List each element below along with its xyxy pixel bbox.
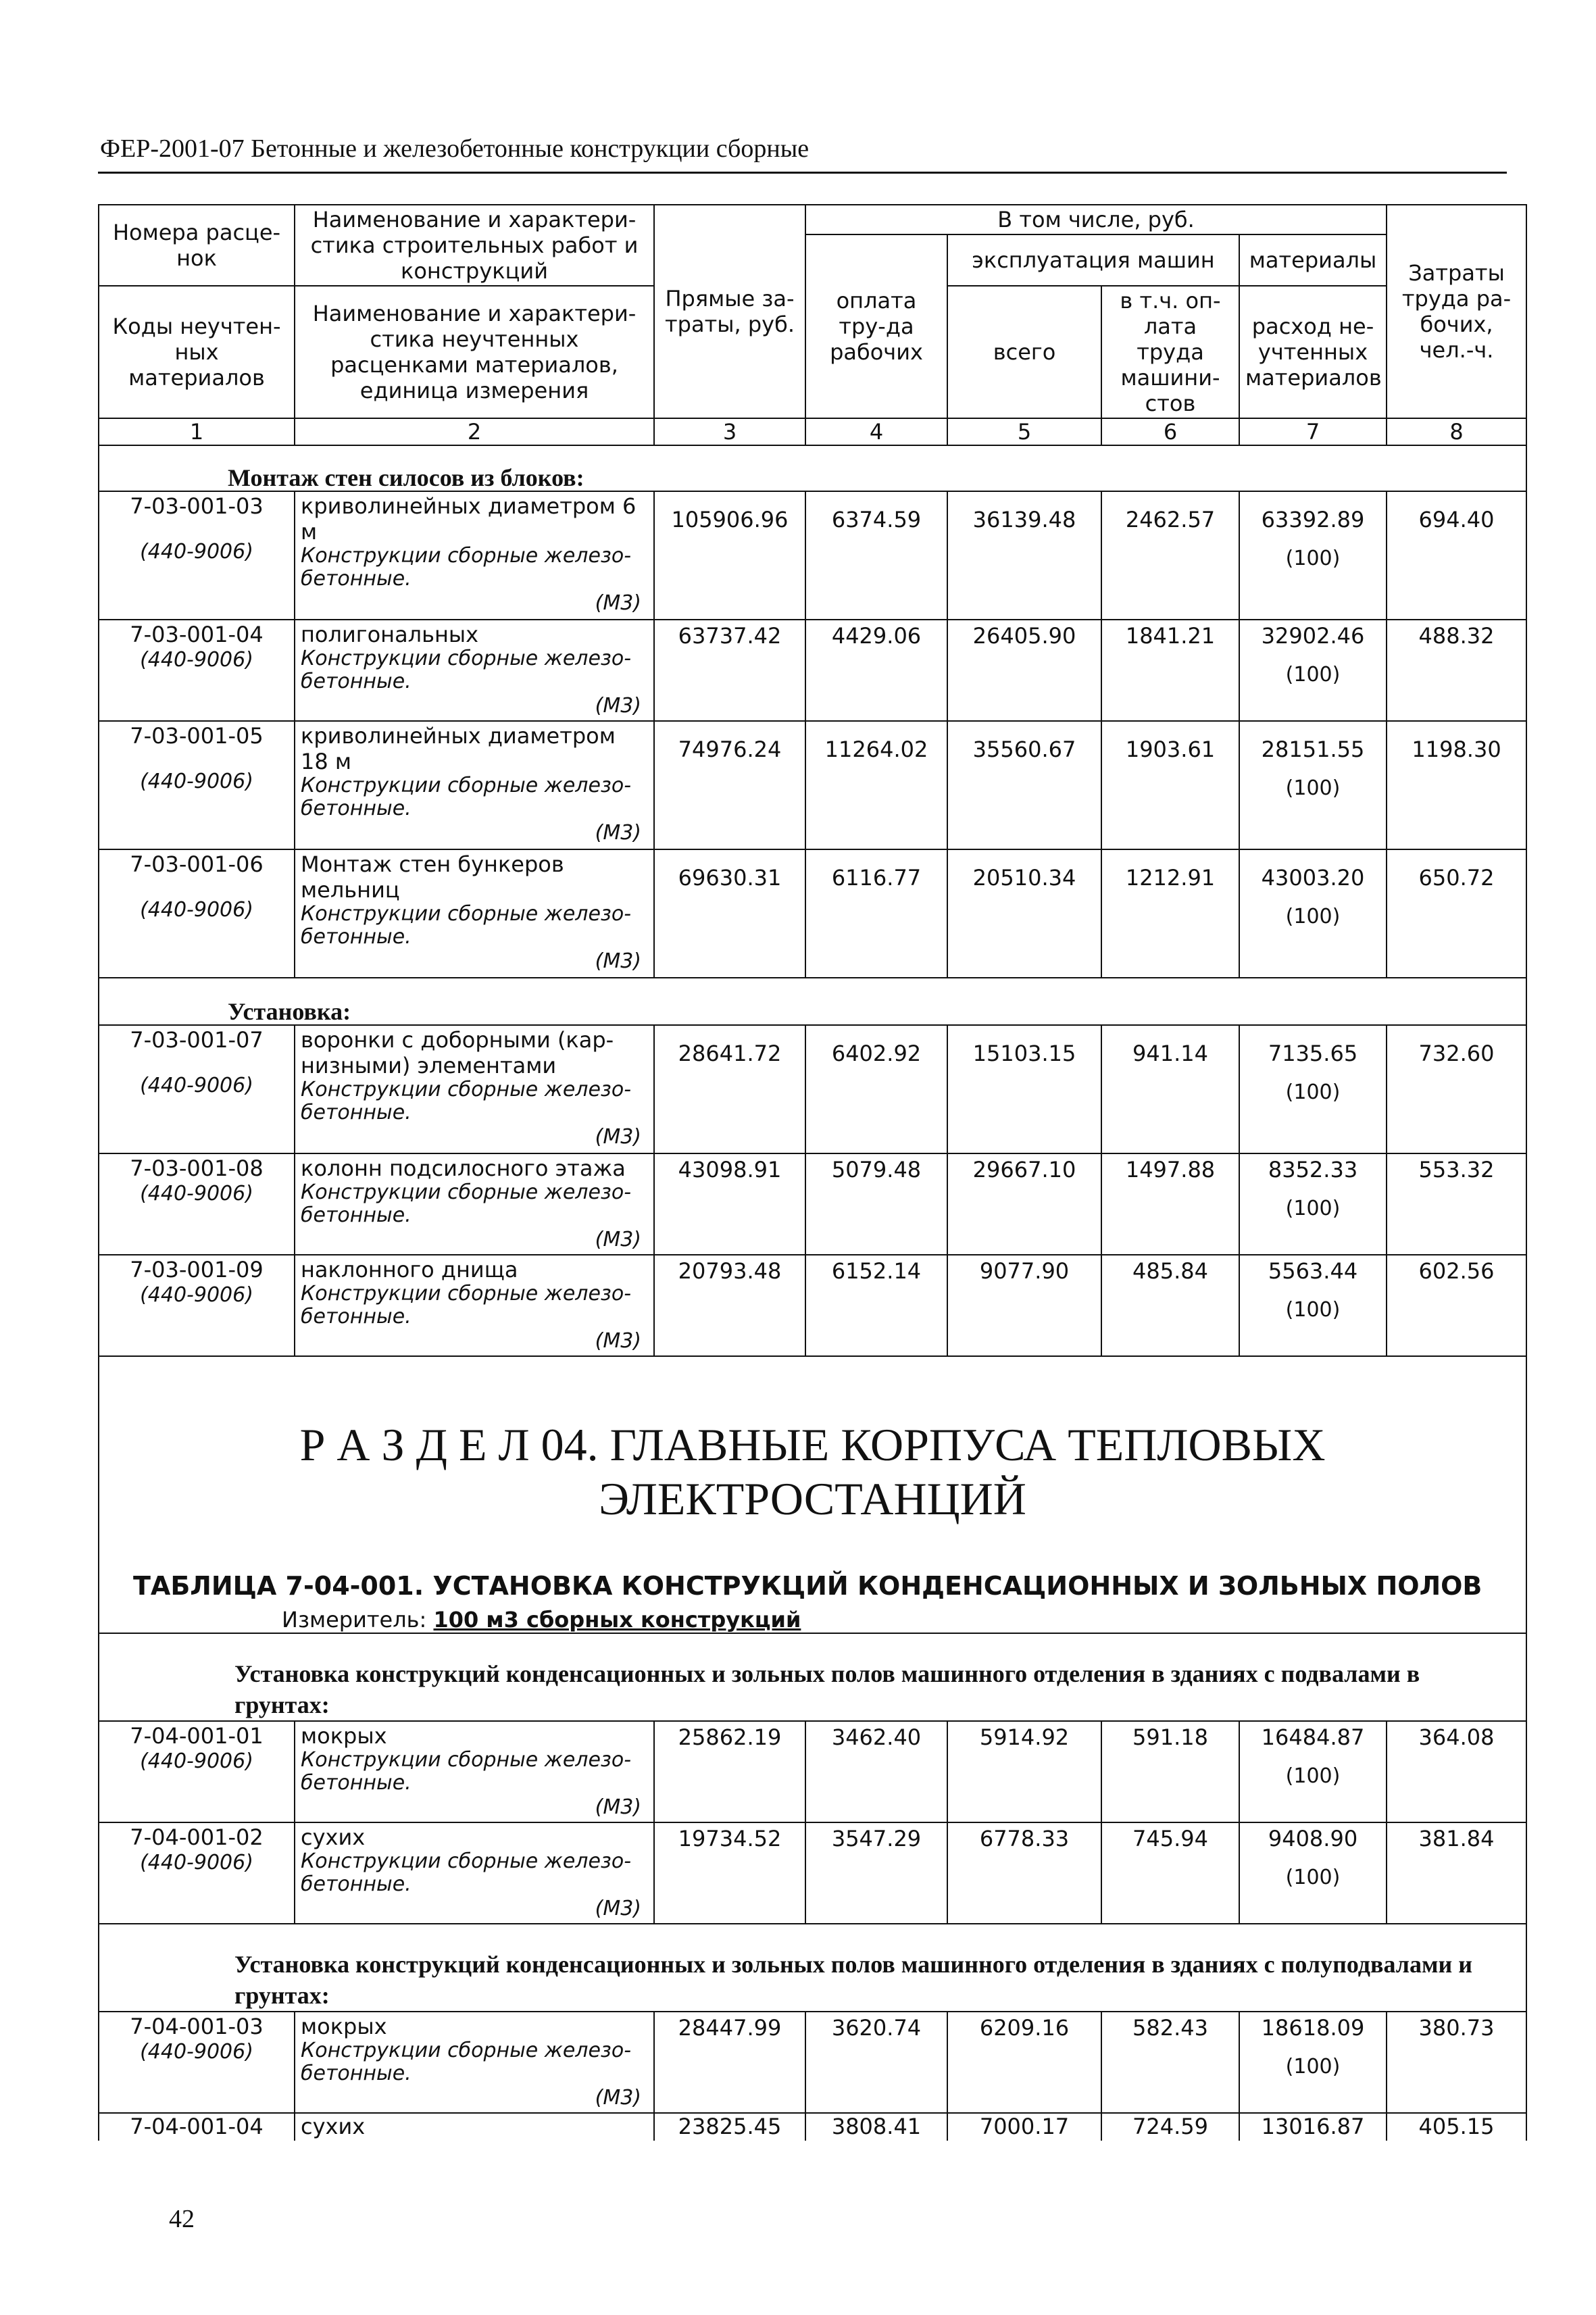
- unit: (М3): [595, 1795, 641, 1819]
- materials-pct: (100): [1285, 1866, 1341, 1889]
- machines-total: 29667.10: [947, 1153, 1101, 1255]
- labor-hours: 488.32: [1387, 620, 1526, 721]
- col-number: 4: [805, 418, 947, 445]
- material-name: Конструкции сборные железо-бетонные.: [301, 1849, 632, 1896]
- page-header: ФЕР-2001-07 Бетонные и железобетонные конструкции сборные: [100, 134, 809, 163]
- work-name: сухих: [295, 2113, 654, 2141]
- measure-line: [282, 1607, 1512, 1633]
- materials-cost: 13016.87: [1239, 2113, 1387, 2141]
- rate-code: 7-03-001-07: [130, 1027, 264, 1053]
- work-name: криволинейных диаметром 6 м: [301, 493, 637, 545]
- materials-pct: (100): [1285, 776, 1341, 800]
- direct-costs: 19734.52: [654, 1822, 805, 1924]
- materials-cost: 7135.65: [1268, 1041, 1358, 1066]
- unit: (М3): [595, 1228, 641, 1251]
- materials-cost: 28151.55: [1261, 737, 1365, 762]
- table-row: [99, 1721, 1526, 1822]
- labor-hours: 380.73: [1387, 2012, 1526, 2113]
- table-row: [99, 1153, 1526, 1255]
- materials-pct: (100): [1285, 1298, 1341, 1322]
- materials-cost: 32902.46: [1261, 623, 1365, 649]
- unit: (М3): [595, 821, 641, 845]
- rate-code: 7-04-001-04: [99, 2113, 295, 2141]
- table-row: [99, 2012, 1526, 2113]
- material-code: (440-9006): [140, 648, 253, 672]
- material-name: Конструкции сборные железо-бетонные.: [301, 1078, 632, 1124]
- machines-total: 6209.16: [947, 2012, 1101, 2113]
- table-row: [99, 849, 1526, 978]
- materials-cost: 8352.33: [1268, 1157, 1358, 1183]
- work-name: сухих: [301, 1824, 366, 1850]
- table-row: [99, 1025, 1526, 1153]
- section-title: Р А З Д Е Л 04. ГЛАВНЫЕ КОРПУСА ТЕПЛОВЫХ ЭЛЕКТРОСТАНЦИЙ: [299, 1419, 1326, 1524]
- direct-costs: 43098.91: [654, 1153, 805, 1255]
- rate-code: 7-03-001-09: [130, 1257, 264, 1283]
- materials-pct: (100): [1285, 663, 1341, 687]
- machines-total: 26405.90: [947, 620, 1101, 721]
- col4-header: оплата тру-да рабочих: [805, 234, 947, 418]
- material-code: (440-9006): [140, 1851, 253, 1874]
- machines-total: 20510.34: [947, 849, 1101, 978]
- machinists-pay: 1841.21: [1101, 620, 1239, 721]
- labor-hours: 405.15: [1387, 2113, 1526, 2141]
- labor-hours: 602.56: [1387, 1255, 1526, 1356]
- material-code: (440-9006): [140, 1074, 253, 1097]
- rate-code: 7-03-001-04: [130, 622, 264, 647]
- machinists-pay: 485.84: [1101, 1255, 1239, 1356]
- labor-hours: 553.32: [1387, 1153, 1526, 1255]
- col-number: 5: [947, 418, 1101, 445]
- material-name: Конструкции сборные железо-бетонные.: [301, 647, 632, 693]
- machines-total: 36139.48: [947, 491, 1101, 620]
- machinists-pay: 591.18: [1101, 1721, 1239, 1822]
- materials-cost: 63392.89: [1261, 507, 1365, 532]
- rate-code: 7-03-001-03: [130, 493, 264, 519]
- materials-pct: (100): [1285, 1764, 1341, 1788]
- material-code: (440-9006): [140, 2040, 253, 2064]
- unit: (М3): [595, 591, 641, 615]
- machines-total: 6778.33: [947, 1822, 1101, 1924]
- table-row: [99, 721, 1526, 849]
- section-heading: Установка конструкций конденсационных и зольных полов машинного отделения в зданиях с подвалами в грунтах:: [99, 1633, 1526, 1721]
- direct-costs: 69630.31: [654, 849, 805, 978]
- work-name: мокрых: [301, 2014, 387, 2039]
- direct-costs: 20793.48: [654, 1255, 805, 1356]
- direct-costs: 23825.45: [654, 2113, 805, 2141]
- measure-label: Измеритель:: [282, 1607, 427, 1633]
- material-name: Конструкции сборные железо-бетонные.: [301, 1748, 632, 1795]
- col-number: 2: [295, 418, 654, 445]
- materials-pct: (100): [1285, 2055, 1341, 2078]
- labor-hours: 732.60: [1387, 1025, 1526, 1153]
- labor-pay: 6374.59: [805, 491, 947, 620]
- col-number: 7: [1239, 418, 1387, 445]
- including-header: В том числе, руб.: [805, 205, 1387, 234]
- material-name: Конструкции сборные железо-бетонные.: [301, 902, 632, 949]
- col-number: 1: [99, 418, 295, 445]
- materials-pct: (100): [1285, 1197, 1341, 1220]
- labor-pay: 3547.29: [805, 1822, 947, 1924]
- materials-cost: 16484.87: [1261, 1724, 1365, 1750]
- material-code: (440-9006): [140, 1283, 253, 1307]
- labor-pay: 6152.14: [805, 1255, 947, 1356]
- material-code: (440-9006): [140, 540, 253, 564]
- machinists-pay: 745.94: [1101, 1822, 1239, 1924]
- direct-costs: 28447.99: [654, 2012, 805, 2113]
- labor-pay: 3462.40: [805, 1721, 947, 1822]
- table-row: [99, 1822, 1526, 1924]
- machines-header: эксплуатация машин: [947, 234, 1239, 286]
- table-row: [99, 491, 1526, 620]
- page-number: 42: [169, 2205, 195, 2233]
- machines-total: 9077.90: [947, 1255, 1101, 1356]
- section-heading: Установка конструкций конденсационных и зольных полов машинного отделения в зданиях с полуподвалами и грунтах:: [99, 1924, 1526, 2012]
- labor-hours: 1198.30: [1387, 721, 1526, 849]
- rate-code: 7-04-001-01: [130, 1723, 264, 1749]
- work-name: воронки с доборными (кар-низными) элементами: [301, 1027, 614, 1078]
- rate-code: 7-04-001-02: [130, 1824, 264, 1850]
- materials-cost: 43003.20: [1261, 865, 1365, 891]
- material-name: Конструкции сборные железо-бетонные.: [301, 544, 632, 591]
- machinists-pay: 1497.88: [1101, 1153, 1239, 1255]
- labor-hours: 381.84: [1387, 1822, 1526, 1924]
- machines-total: 35560.67: [947, 721, 1101, 849]
- col-number: 6: [1101, 418, 1239, 445]
- material-name: Конструкции сборные железо-бетонные.: [301, 774, 632, 820]
- unit: (М3): [595, 949, 641, 973]
- col5-header: всего: [947, 286, 1101, 418]
- unit: (М3): [595, 2086, 641, 2110]
- material-code: (440-9006): [140, 898, 253, 922]
- direct-costs: 74976.24: [654, 721, 805, 849]
- material-name: Конструкции сборные железо-бетонные.: [301, 2039, 632, 2085]
- materials-cost: 5563.44: [1268, 1258, 1358, 1284]
- work-name: мокрых: [301, 1723, 387, 1749]
- material-name: Конструкции сборные железо-бетонные.: [301, 1282, 632, 1328]
- col6-header: в т.ч. оп-лата труда машини-стов: [1101, 286, 1239, 418]
- col1-header-top: Номера расце-нок: [99, 205, 295, 286]
- work-name: полигональных: [301, 622, 479, 647]
- unit: (М3): [595, 1125, 641, 1149]
- labor-hours: 650.72: [1387, 849, 1526, 978]
- machinists-pay: 1212.91: [1101, 849, 1239, 978]
- labor-pay: 4429.06: [805, 620, 947, 721]
- labor-pay: 3808.41: [805, 2113, 947, 2141]
- direct-costs: 28641.72: [654, 1025, 805, 1153]
- col2-header-bottom: Наименование и характери-стика неучтенных расценками материалов, единица измерения: [295, 286, 654, 418]
- machinists-pay: 724.59: [1101, 2113, 1239, 2141]
- material-name: Конструкции сборные железо-бетонные.: [301, 1180, 632, 1227]
- direct-costs: 25862.19: [654, 1721, 805, 1822]
- col7-header: расход не-учтенных материалов: [1239, 286, 1387, 418]
- direct-costs: 105906.96: [654, 491, 805, 620]
- direct-costs: 63737.42: [654, 620, 805, 721]
- work-name: колонн подсилосного этажа: [301, 1155, 626, 1181]
- col-number: 8: [1387, 418, 1526, 445]
- col3-header: Прямые за-траты, руб.: [654, 205, 805, 418]
- table-row: [99, 2113, 1526, 2141]
- machines-total: 15103.15: [947, 1025, 1101, 1153]
- header-rule: [98, 172, 1507, 174]
- materials-cost: 18618.09: [1261, 2015, 1365, 2041]
- unit: (М3): [595, 1329, 641, 1353]
- rate-code: 7-03-001-06: [130, 851, 264, 877]
- measure-value: 100 м3 сборных конструкций: [433, 1607, 801, 1633]
- col-number: 3: [654, 418, 805, 445]
- materials-pct: (100): [1285, 1080, 1341, 1104]
- machines-total: 5914.92: [947, 1721, 1101, 1822]
- table-title: ТАБЛИЦА 7-04-001. УСТАНОВКА КОНСТРУКЦИЙ КОНДЕНСАЦИОННЫХ И ЗОЛЬНЫХ ПОЛОВ: [133, 1571, 1482, 1601]
- machines-total: 7000.17: [947, 2113, 1101, 2141]
- materials-pct: (100): [1285, 905, 1341, 928]
- work-name: криволинейных диаметром 18 м: [301, 723, 616, 774]
- labor-pay: 6402.92: [805, 1025, 947, 1153]
- machinists-pay: 1903.61: [1101, 721, 1239, 849]
- labor-pay: 11264.02: [805, 721, 947, 849]
- rate-code: 7-03-001-05: [130, 723, 264, 749]
- machinists-pay: 582.43: [1101, 2012, 1239, 2113]
- materials-pct: (100): [1285, 547, 1341, 570]
- labor-pay: 6116.77: [805, 849, 947, 978]
- table-row: [99, 1255, 1526, 1356]
- material-code: (440-9006): [140, 1182, 253, 1205]
- labor-pay: 3620.74: [805, 2012, 947, 2113]
- unit: (М3): [595, 694, 641, 718]
- machinists-pay: 2462.57: [1101, 491, 1239, 620]
- work-name: Монтаж стен бункеров мельниц: [301, 851, 564, 903]
- rate-code: 7-04-001-03: [130, 2014, 264, 2039]
- labor-hours: 364.08: [1387, 1721, 1526, 1822]
- table-row: [99, 620, 1526, 721]
- machinists-pay: 941.14: [1101, 1025, 1239, 1153]
- section-heading: Установка:: [99, 978, 1526, 1025]
- col8-header: Затраты труда ра-бочих, чел.-ч.: [1387, 205, 1526, 418]
- price-table: [98, 204, 1527, 2141]
- materials-cost: 9408.90: [1268, 1826, 1358, 1851]
- section-heading: Монтаж стен силосов из блоков:: [99, 445, 1526, 491]
- material-code: (440-9006): [140, 770, 253, 793]
- rate-code: 7-03-001-08: [130, 1155, 264, 1181]
- col2-header-top: Наименование и характери-стика строительных работ и конструкций: [295, 205, 654, 286]
- work-name: наклонного днища: [301, 1257, 518, 1283]
- col1-header-bottom: Коды неучтен-ных материалов: [99, 286, 295, 418]
- labor-pay: 5079.48: [805, 1153, 947, 1255]
- unit: (М3): [595, 1897, 641, 1920]
- materials-header: материалы: [1239, 234, 1387, 286]
- material-code: (440-9006): [140, 1749, 253, 1773]
- labor-hours: 694.40: [1387, 491, 1526, 620]
